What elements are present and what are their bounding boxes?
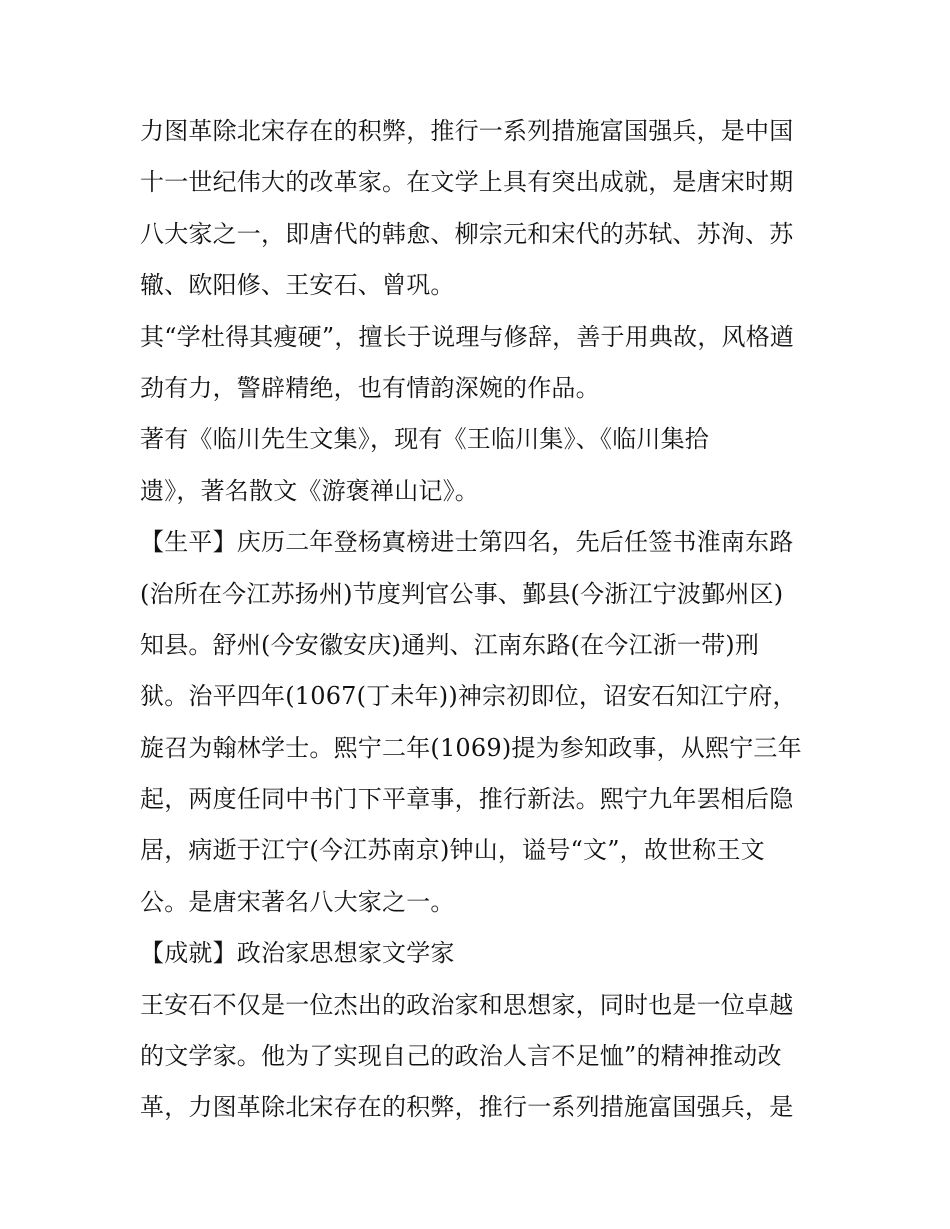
text-line: (治所在今江苏扬州)节度判官公事、鄞县(今浙江宁波鄞州区) [140,579,784,608]
text-line: 狱。治平四年(1067(丁未年))神宗初即位，诏安石知江宁府， [140,682,797,711]
text-line: 遗》，著名散文《游褒禅山记》。 [140,476,479,505]
text-line: 劲有力，警辟精绝，也有情韵深婉的作品。 [140,373,600,402]
document-body [140,106,820,1134]
text-line: 力图革除北宋存在的积弊，推行一系列措施富国强兵，是中国 [140,117,794,145]
text-line: 的文学家。他为了实现自己的政治人言不足恤”的精神推动改 [140,1042,782,1071]
text-line: 公。是唐宋著名八大家之一。 [140,887,455,916]
text-line: 辙、欧阳修、王安石、曾巩。 [140,271,455,300]
text-line: 【生平】庆历二年登杨寘榜进士第四名，先后任签书淮南东路 [140,528,794,557]
text-line: 知县。舒州(今安徽安庆)通判、江南东路(在今江浙一带)刑 [140,630,760,659]
text-line: 其“学杜得其瘦硬”，擅长于说理与修辞，善于用典故，风格遒 [140,322,795,351]
text-line: 【成就】政治家思想家文学家 [140,939,455,968]
text-line: 居，病逝于江宁(今江苏南京)钟山，谥号“文”，故世称王文 [140,836,765,865]
text-line: 著有《临川先生文集》，现有《王临川集》、《临川集拾 [140,425,709,454]
text-line: 十一世纪伟大的改革家。在文学上具有突出成就，是唐宋时期 [140,168,794,197]
text-line: 八大家之一，即唐代的韩愈、柳宗元和宋代的苏轼、苏洵、苏 [140,219,794,248]
text-line: 起，两度任同中书门下平章事，推行新法。熙宁九年罢相后隐 [140,785,794,814]
text-line: 王安石不仅是一位杰出的政治家和思想家，同时也是一位卓越 [140,990,794,1019]
text-line: 革，力图革除北宋存在的积弊，推行一系列措施富国强兵，是 [140,1093,794,1122]
text-line: 旋召为翰林学士。熙宁二年(1069)提为参知政事，从熙宁三年 [140,733,802,762]
